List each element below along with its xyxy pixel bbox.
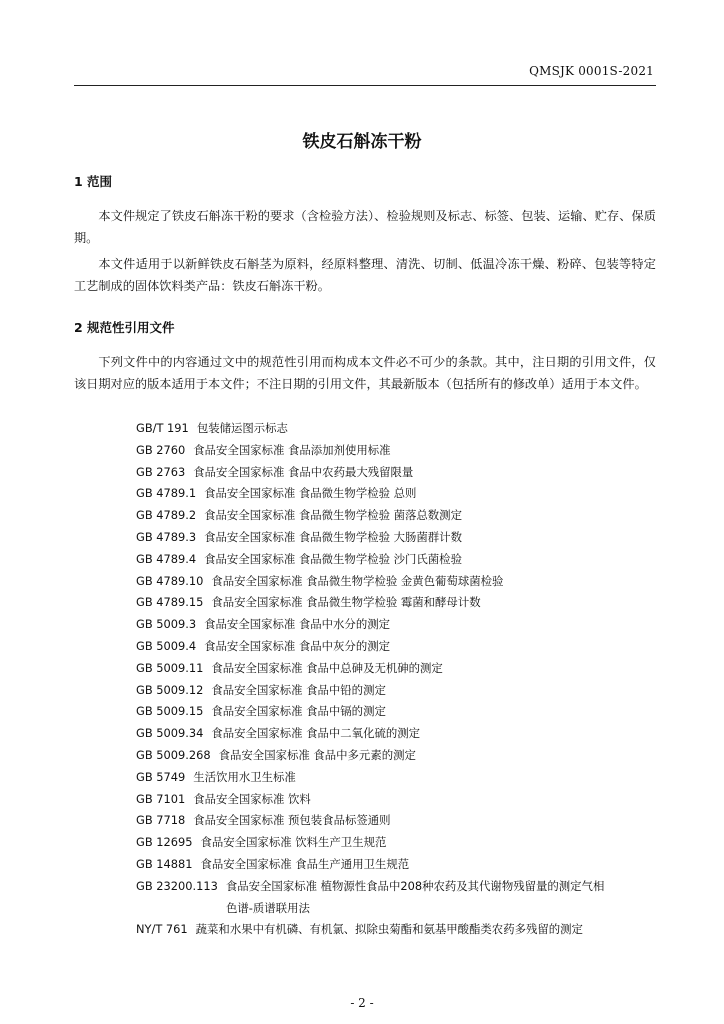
reference-title: 蔬菜和水果中有机磷、有机氯、拟除虫菊酯和氨基甲酸酯类农药多残留的测定	[195, 922, 583, 937]
reference-title: 食品安全国家标准 食品中多元素的测定	[218, 747, 416, 762]
reference-item	[136, 723, 656, 745]
reference-code: GB 5009.268	[136, 747, 211, 762]
reference-item	[136, 789, 656, 811]
reference-item	[136, 483, 656, 505]
reference-code: GB 5009.12	[136, 682, 204, 697]
reference-title: 食品安全国家标准 食品中总砷及无机砷的测定	[211, 660, 443, 675]
reference-code: GB 2763	[136, 464, 186, 479]
reference-item	[136, 832, 656, 854]
reference-title: 食品安全国家标准 食品微生物学检验 霉菌和酵母计数	[211, 595, 481, 610]
reference-item	[136, 876, 656, 920]
document-code: QMSJK 0001S-2021	[529, 64, 654, 78]
reference-code: GB 7718	[136, 813, 186, 828]
reference-item	[136, 745, 656, 767]
reference-title-continuation: 色谱-质谱联用法	[226, 900, 310, 915]
reference-title: 食品安全国家标准 饮料	[193, 791, 311, 806]
references-intro-paragraph: 下列文件中的内容通过文中的规范性引用而构成本文件必不可少的条款。其中，注日期的引用文件，仅该日期对应的版本适用于本文件；不注日期的引用文件，其最新版本（包括所有的修改单）适用于本文件。	[74, 355, 656, 391]
reference-title: 生活饮用水卫生标准	[193, 769, 296, 784]
reference-list	[136, 418, 656, 941]
reference-item	[136, 440, 656, 462]
reference-code: GB 4789.1	[136, 486, 197, 501]
reference-item	[136, 919, 656, 941]
reference-code: GB 4789.2	[136, 508, 197, 523]
reference-code: GB 5009.11	[136, 660, 204, 675]
page-number: - 2 -	[350, 996, 374, 1010]
reference-code: GB 4789.10	[136, 573, 204, 588]
reference-code: GB 2760	[136, 442, 186, 457]
reference-item	[136, 636, 656, 658]
reference-item	[136, 549, 656, 571]
header-rule	[74, 85, 656, 86]
scope-paragraph-1: 本文件规定了铁皮石斛冻干粉的要求（含检验方法）、检验规则及标志、标签、包装、运输、贮存、保质期。	[74, 209, 656, 245]
reference-item	[136, 462, 656, 484]
reference-title: 包装储运图示标志	[196, 421, 288, 435]
reference-code: GB 4789.4	[136, 551, 197, 566]
reference-item	[136, 810, 656, 832]
reference-title: 食品安全国家标准 食品中铅的测定	[211, 682, 386, 697]
reference-item	[136, 854, 656, 876]
reference-item	[136, 767, 656, 789]
reference-code: GB/T 191	[136, 421, 189, 435]
reference-title: 食品安全国家标准 食品添加剂使用标准	[193, 442, 391, 457]
reference-code: GB 5009.4	[136, 638, 197, 653]
reference-item	[136, 592, 656, 614]
reference-title: 食品安全国家标准 食品中二氧化硫的测定	[211, 726, 421, 741]
reference-title: 食品安全国家标准 食品微生物学检验 大肠菌群计数	[204, 529, 462, 544]
reference-code: GB 5009.34	[136, 726, 204, 741]
reference-code: GB 5009.15	[136, 704, 204, 719]
reference-code: GB 4789.15	[136, 595, 204, 610]
reference-title: 食品安全国家标准 食品中灰分的测定	[204, 638, 390, 653]
reference-title: 食品安全国家标准 食品微生物学检验 沙门氏菌检验	[204, 551, 462, 566]
reference-item	[136, 505, 656, 527]
reference-title: 食品安全国家标准 食品中镉的测定	[211, 704, 386, 719]
reference-code: GB 23200.113	[136, 878, 218, 893]
reference-item	[136, 701, 656, 723]
reference-title: 食品安全国家标准 食品微生物学检验 总则	[204, 486, 417, 501]
reference-code: GB 5009.3	[136, 617, 197, 632]
reference-item	[136, 418, 656, 440]
scope-paragraph-2: 本文件适用于以新鲜铁皮石斛茎为原料，经原料整理、清洗、切制、低温冷冻干燥、粉碎、包装等特定工艺制成的固体饮料类产品：铁皮石斛冻干粉。	[74, 257, 656, 293]
reference-item	[136, 658, 656, 680]
reference-title: 食品安全国家标准 食品中水分的测定	[204, 617, 390, 632]
reference-title: 食品安全国家标准 食品微生物学检验 金黄色葡萄球菌检验	[211, 573, 504, 588]
reference-title: 食品安全国家标准 食品中农药最大残留限量	[193, 464, 414, 479]
section-heading-normative-references: 2 规范性引用文件	[74, 320, 175, 335]
reference-code: GB 7101	[136, 791, 186, 806]
reference-code: GB 12695	[136, 835, 193, 850]
reference-title: 食品安全国家标准 预包装食品标签通则	[193, 813, 391, 828]
reference-title: 食品安全国家标准 食品生产通用卫生规范	[200, 856, 410, 871]
reference-title: 食品安全国家标准 植物源性食品中208种农药及其代谢物残留量的测定气相	[225, 878, 605, 893]
reference-code: NY/T 761	[136, 922, 188, 937]
reference-code: GB 5749	[136, 769, 186, 784]
reference-item	[136, 614, 656, 636]
reference-item	[136, 680, 656, 702]
reference-code: GB 4789.3	[136, 529, 197, 544]
section-heading-scope: 1 范围	[74, 174, 113, 189]
reference-title: 食品安全国家标准 饮料生产卫生规范	[200, 835, 387, 850]
reference-title: 食品安全国家标准 食品微生物学检验 菌落总数测定	[204, 508, 462, 523]
reference-code: GB 14881	[136, 856, 193, 871]
document-title: 铁皮石斛冻干粉	[302, 132, 422, 152]
reference-item	[136, 527, 656, 549]
reference-item	[136, 571, 656, 593]
